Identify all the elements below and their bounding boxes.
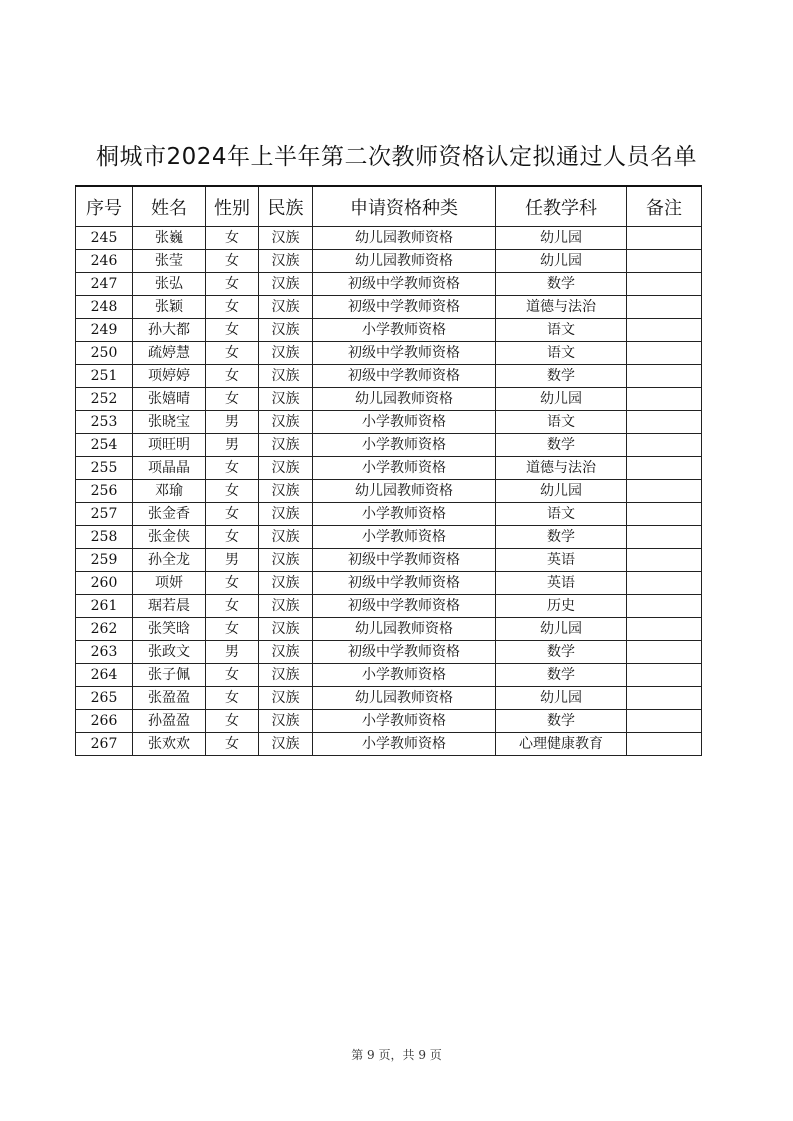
cell-subject: 幼儿园 (496, 250, 627, 273)
cell-qualification: 小学教师资格 (313, 411, 496, 434)
cell-remarks (627, 342, 702, 365)
header-subject: 任教学科 (496, 186, 627, 227)
cell-subject: 幼儿园 (496, 227, 627, 250)
cell-subject: 语文 (496, 503, 627, 526)
cell-name: 张弘 (133, 273, 206, 296)
cell-gender: 女 (206, 526, 259, 549)
cell-remarks (627, 480, 702, 503)
cell-remarks (627, 733, 702, 756)
cell-ethnicity: 汉族 (259, 434, 313, 457)
cell-subject: 语文 (496, 342, 627, 365)
cell-qualification: 初级中学教师资格 (313, 595, 496, 618)
cell-ethnicity: 汉族 (259, 273, 313, 296)
cell-subject: 心理健康教育 (496, 733, 627, 756)
cell-remarks (627, 641, 702, 664)
cell-remarks (627, 434, 702, 457)
cell-remarks (627, 595, 702, 618)
cell-qualification: 小学教师资格 (313, 457, 496, 480)
table-row (76, 595, 702, 618)
header-remarks: 备注 (627, 186, 702, 227)
cell-gender: 女 (206, 342, 259, 365)
cell-ethnicity: 汉族 (259, 664, 313, 687)
cell-subject: 道德与法治 (496, 296, 627, 319)
cell-index: 247 (76, 273, 133, 296)
cell-gender: 女 (206, 457, 259, 480)
table-row (76, 572, 702, 595)
cell-remarks (627, 319, 702, 342)
cell-name: 琚若晨 (133, 595, 206, 618)
header-qualification: 申请资格种类 (313, 186, 496, 227)
cell-ethnicity: 汉族 (259, 572, 313, 595)
cell-subject: 数学 (496, 273, 627, 296)
cell-gender: 女 (206, 733, 259, 756)
table-row (76, 273, 702, 296)
cell-ethnicity: 汉族 (259, 457, 313, 480)
cell-index: 251 (76, 365, 133, 388)
header-gender: 性别 (206, 186, 259, 227)
cell-remarks (627, 572, 702, 595)
cell-name: 项婷婷 (133, 365, 206, 388)
header-index: 序号 (76, 186, 133, 227)
cell-remarks (627, 227, 702, 250)
cell-name: 张金香 (133, 503, 206, 526)
cell-name: 张颖 (133, 296, 206, 319)
cell-qualification: 小学教师资格 (313, 710, 496, 733)
cell-index: 267 (76, 733, 133, 756)
cell-gender: 女 (206, 595, 259, 618)
cell-index: 254 (76, 434, 133, 457)
table-row (76, 434, 702, 457)
cell-ethnicity: 汉族 (259, 250, 313, 273)
cell-ethnicity: 汉族 (259, 342, 313, 365)
cell-ethnicity: 汉族 (259, 319, 313, 342)
cell-subject: 幼儿园 (496, 480, 627, 503)
cell-gender: 女 (206, 227, 259, 250)
cell-ethnicity: 汉族 (259, 480, 313, 503)
cell-index: 261 (76, 595, 133, 618)
cell-gender: 女 (206, 664, 259, 687)
cell-remarks (627, 388, 702, 411)
cell-subject: 语文 (496, 319, 627, 342)
cell-subject: 数学 (496, 434, 627, 457)
cell-name: 孙盈盈 (133, 710, 206, 733)
cell-gender: 女 (206, 365, 259, 388)
cell-subject: 数学 (496, 365, 627, 388)
cell-gender: 女 (206, 503, 259, 526)
table-row (76, 664, 702, 687)
table-body (76, 227, 702, 756)
cell-remarks (627, 664, 702, 687)
cell-remarks (627, 549, 702, 572)
cell-remarks (627, 365, 702, 388)
cell-gender: 男 (206, 641, 259, 664)
cell-gender: 女 (206, 388, 259, 411)
table-header-row (76, 186, 702, 227)
cell-index: 266 (76, 710, 133, 733)
cell-qualification: 初级中学教师资格 (313, 641, 496, 664)
cell-ethnicity: 汉族 (259, 687, 313, 710)
cell-ethnicity: 汉族 (259, 549, 313, 572)
cell-index: 249 (76, 319, 133, 342)
cell-name: 张巍 (133, 227, 206, 250)
cell-gender: 女 (206, 572, 259, 595)
cell-subject: 幼儿园 (496, 687, 627, 710)
cell-ethnicity: 汉族 (259, 227, 313, 250)
cell-index: 257 (76, 503, 133, 526)
cell-ethnicity: 汉族 (259, 411, 313, 434)
cell-ethnicity: 汉族 (259, 641, 313, 664)
table-row (76, 319, 702, 342)
cell-gender: 女 (206, 273, 259, 296)
cell-remarks (627, 618, 702, 641)
table-row (76, 710, 702, 733)
cell-index: 248 (76, 296, 133, 319)
table-row (76, 411, 702, 434)
cell-name: 张子佩 (133, 664, 206, 687)
cell-index: 259 (76, 549, 133, 572)
cell-name: 项晶晶 (133, 457, 206, 480)
table-row (76, 388, 702, 411)
cell-index: 255 (76, 457, 133, 480)
cell-qualification: 小学教师资格 (313, 526, 496, 549)
cell-ethnicity: 汉族 (259, 296, 313, 319)
cell-subject: 数学 (496, 710, 627, 733)
table-row (76, 296, 702, 319)
page-title: 桐城市2024年上半年第二次教师资格认定拟通过人员名单 (95, 144, 698, 170)
cell-name: 孙大都 (133, 319, 206, 342)
table-row (76, 365, 702, 388)
cell-index: 256 (76, 480, 133, 503)
cell-gender: 男 (206, 411, 259, 434)
cell-ethnicity: 汉族 (259, 365, 313, 388)
cell-index: 253 (76, 411, 133, 434)
page-footer: 第 9 页，共 9 页 (351, 1048, 442, 1062)
cell-index: 250 (76, 342, 133, 365)
cell-ethnicity: 汉族 (259, 733, 313, 756)
cell-subject: 数学 (496, 526, 627, 549)
cell-index: 264 (76, 664, 133, 687)
cell-name: 邓瑜 (133, 480, 206, 503)
cell-remarks (627, 296, 702, 319)
cell-ethnicity: 汉族 (259, 618, 313, 641)
cell-subject: 道德与法治 (496, 457, 627, 480)
cell-qualification: 初级中学教师资格 (313, 365, 496, 388)
cell-gender: 女 (206, 319, 259, 342)
cell-remarks (627, 503, 702, 526)
cell-qualification: 小学教师资格 (313, 733, 496, 756)
table-row (76, 549, 702, 572)
cell-gender: 女 (206, 710, 259, 733)
cell-subject: 幼儿园 (496, 618, 627, 641)
cell-name: 疏婷慧 (133, 342, 206, 365)
table-row (76, 687, 702, 710)
cell-subject: 幼儿园 (496, 388, 627, 411)
cell-qualification: 幼儿园教师资格 (313, 480, 496, 503)
cell-remarks (627, 457, 702, 480)
cell-ethnicity: 汉族 (259, 503, 313, 526)
cell-index: 265 (76, 687, 133, 710)
cell-name: 张晓宝 (133, 411, 206, 434)
cell-qualification: 初级中学教师资格 (313, 572, 496, 595)
cell-qualification: 小学教师资格 (313, 503, 496, 526)
table-row (76, 503, 702, 526)
cell-subject: 英语 (496, 572, 627, 595)
cell-gender: 女 (206, 687, 259, 710)
cell-name: 张嬉晴 (133, 388, 206, 411)
cell-remarks (627, 687, 702, 710)
header-name: 姓名 (133, 186, 206, 227)
table-row (76, 618, 702, 641)
cell-name: 张笑晗 (133, 618, 206, 641)
cell-qualification: 幼儿园教师资格 (313, 227, 496, 250)
cell-name: 张政文 (133, 641, 206, 664)
cell-qualification: 初级中学教师资格 (313, 296, 496, 319)
cell-remarks (627, 250, 702, 273)
cell-ethnicity: 汉族 (259, 526, 313, 549)
cell-qualification: 幼儿园教师资格 (313, 687, 496, 710)
cell-gender: 男 (206, 549, 259, 572)
cell-qualification: 幼儿园教师资格 (313, 250, 496, 273)
table-row (76, 733, 702, 756)
cell-qualification: 幼儿园教师资格 (313, 618, 496, 641)
table-row (76, 480, 702, 503)
cell-index: 245 (76, 227, 133, 250)
cell-name: 项旺明 (133, 434, 206, 457)
cell-subject: 英语 (496, 549, 627, 572)
cell-index: 263 (76, 641, 133, 664)
cell-qualification: 小学教师资格 (313, 434, 496, 457)
table-row (76, 641, 702, 664)
roster-table (75, 185, 702, 756)
cell-index: 262 (76, 618, 133, 641)
cell-name: 张金侠 (133, 526, 206, 549)
cell-qualification: 小学教师资格 (313, 319, 496, 342)
cell-index: 246 (76, 250, 133, 273)
cell-gender: 女 (206, 250, 259, 273)
cell-qualification: 初级中学教师资格 (313, 549, 496, 572)
cell-qualification: 初级中学教师资格 (313, 342, 496, 365)
cell-gender: 女 (206, 480, 259, 503)
cell-gender: 女 (206, 618, 259, 641)
cell-qualification: 小学教师资格 (313, 664, 496, 687)
cell-subject: 语文 (496, 411, 627, 434)
cell-name: 张莹 (133, 250, 206, 273)
cell-remarks (627, 710, 702, 733)
table-row (76, 227, 702, 250)
table-row (76, 342, 702, 365)
header-ethnicity: 民族 (259, 186, 313, 227)
cell-subject: 历史 (496, 595, 627, 618)
cell-name: 孙全龙 (133, 549, 206, 572)
cell-qualification: 幼儿园教师资格 (313, 388, 496, 411)
cell-qualification: 初级中学教师资格 (313, 273, 496, 296)
cell-index: 252 (76, 388, 133, 411)
cell-remarks (627, 526, 702, 549)
cell-subject: 数学 (496, 641, 627, 664)
table-row (76, 250, 702, 273)
cell-name: 项妍 (133, 572, 206, 595)
cell-name: 张欢欢 (133, 733, 206, 756)
table-row (76, 457, 702, 480)
cell-index: 260 (76, 572, 133, 595)
cell-ethnicity: 汉族 (259, 595, 313, 618)
cell-gender: 女 (206, 296, 259, 319)
cell-ethnicity: 汉族 (259, 710, 313, 733)
cell-subject: 数学 (496, 664, 627, 687)
cell-ethnicity: 汉族 (259, 388, 313, 411)
table-row (76, 526, 702, 549)
cell-remarks (627, 411, 702, 434)
cell-index: 258 (76, 526, 133, 549)
cell-name: 张盈盈 (133, 687, 206, 710)
cell-gender: 男 (206, 434, 259, 457)
cell-remarks (627, 273, 702, 296)
